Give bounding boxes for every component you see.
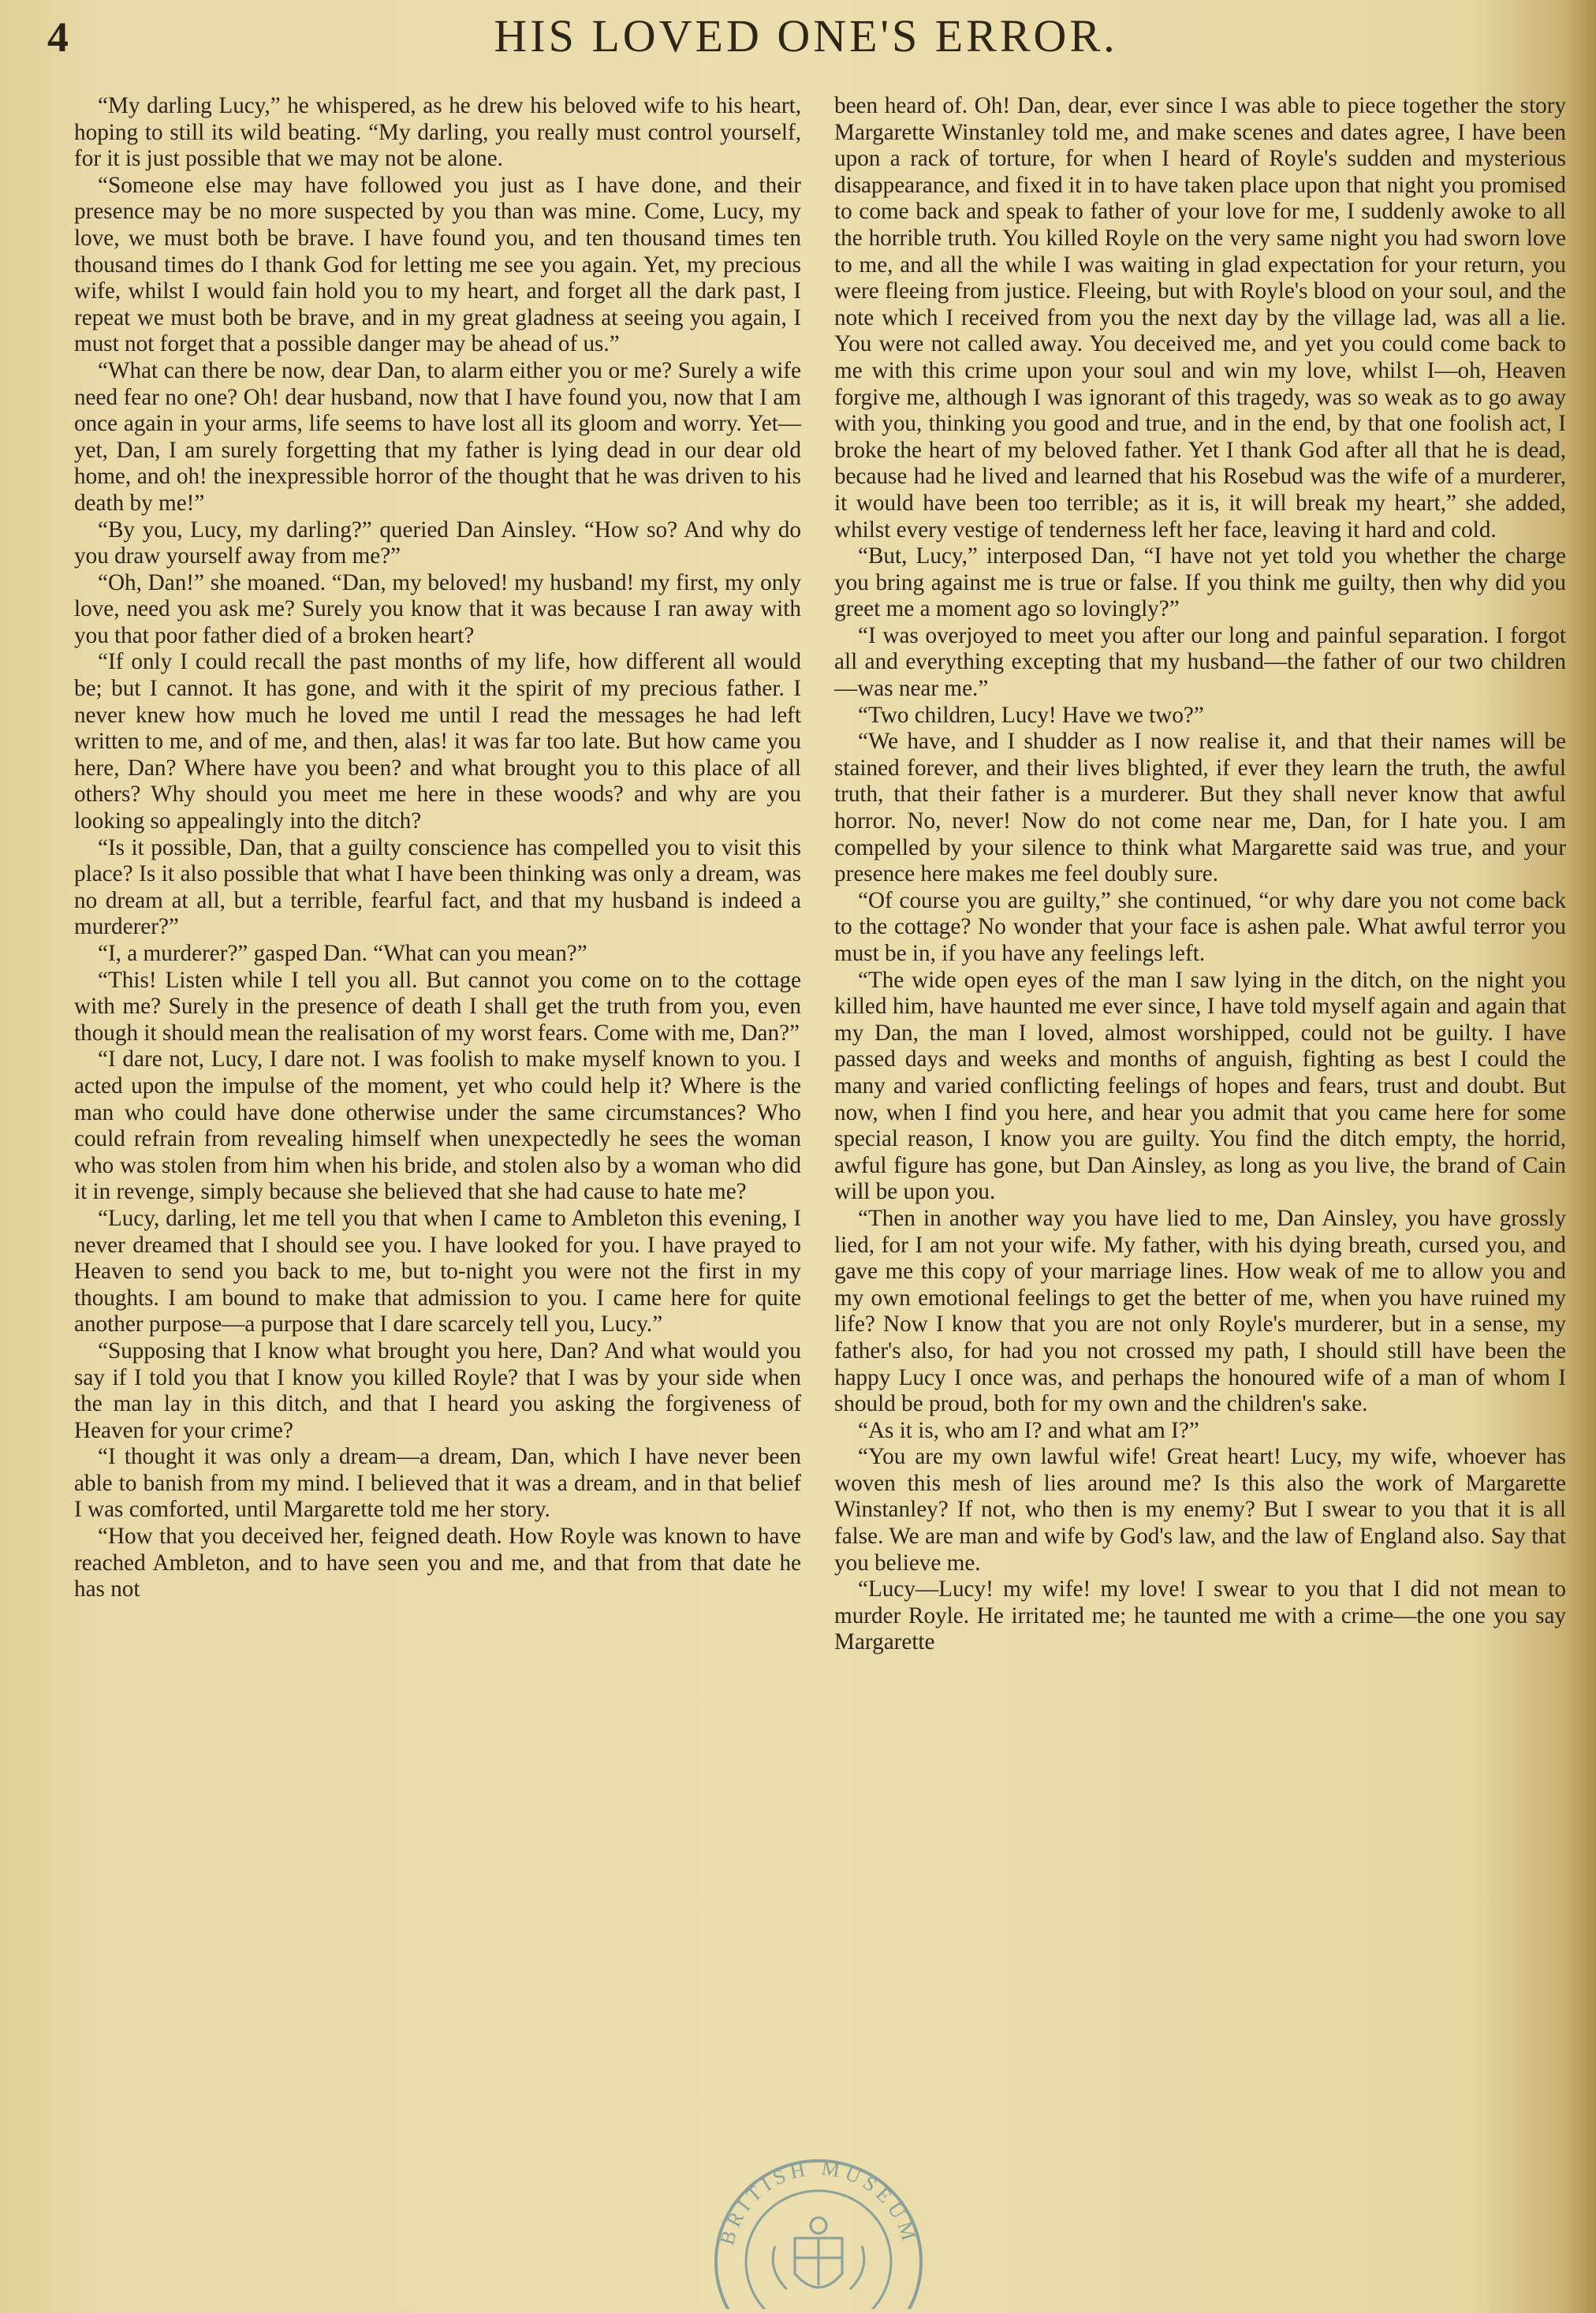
- left-column: [74, 93, 801, 1603]
- paragraph: “I dare not, Lucy, I dare not. I was foolish to make myself known to you. I acted upon the impulse of the moment, yet who could help it? Where is the man who could have done otherwise under the same circumstances? Who could refrain from revealing himself when unexpectedly he sees the woman who was stolen from him when his bride, and stolen also by a woman who did it in revenge, simply because she believed that she had cause to hate me?: [74, 1046, 801, 1205]
- paragraph: “But, Lucy,” interposed Dan, “I have not yet told you whether the charge you bring against me is true or false. If you think me guilty, then why did you greet me a moment ago so lovingly?”: [834, 543, 1566, 622]
- svg-text:BRITISH MUSEUM: BRITISH MUSEUM: [715, 2156, 923, 2248]
- paragraph: “Supposing that I know what brought you here, Dan? And what would you say if I told you that I know you killed Royle? that I was by your side when the man lay in this ditch, and that I heard you asking the forgiveness of Heaven for your crime?: [74, 1337, 801, 1443]
- paragraph: “Two children, Lucy! Have we two?”: [858, 702, 1204, 728]
- paragraph: “Lucy—Lucy! my wife! my love! I swear to you that I did not mean to murder Royle. He irritated me; he taunted me with a crime—the one you say Margarette: [834, 1576, 1566, 1655]
- paragraph: “As it is, who am I? and what am I?”: [858, 1417, 1199, 1443]
- paragraph: “The wide open eyes of the man I saw lying in the ditch, on the night you killed him, have haunted me ever since, I have told myself again and again that my Dan, the man I loved, almost worshipped, could not be guilty. I have passed days and weeks and months of anguish, fighting as best I could the many and varied conflicting feelings of hopes and fears, trust and doubt. But now, when I find you here, and hear you admit that you came here for some special reason, I know you are guilty. You find the ditch empty, the horrid, awful figure has gone, but Dan Ainsley, as long as you live, the brand of Cain will be upon you.: [834, 967, 1566, 1205]
- crest-icon: [773, 2218, 864, 2289]
- right-column: [834, 93, 1566, 1656]
- paragraph: “Then in another way you have lied to me, Dan Ainsley, you have grossly lied, for I am not your wife. My father, with his dying breath, cursed you, and gave me this copy of your marriage lines. How weak of me to allow you and my own emotional feelings to get the better of me, when you have ruined my life? Now I know that you are not only Royle's murderer, but in a sense, my father's also, for had you not crossed my path, I should still have been the happy Lucy I once was, and perhaps the honoured wife of a man of whom I should be proud, both for my own and the children's sake.: [834, 1205, 1566, 1417]
- paragraph: “Oh, Dan!” she moaned. “Dan, my beloved! my husband! my first, my only love, need you ask me? Surely you know that it was because I ran away with you that poor father died of a broken heart?: [74, 569, 801, 648]
- paragraph: “I was overjoyed to meet you after our long and painful separation. I forgot all and everything excepting that my husband—the father of our two children—was near me.”: [834, 622, 1566, 702]
- paragraph: “You are my own lawful wife! Great heart! Lucy, my wife, whoever has woven this mesh of lies around me? Is this also the work of Margarette Winstanley? If not, who then is my enemy? But I swear to you that it is all false. We are man and wife by God's law, and the law of England also. Say that you believe me.: [834, 1444, 1566, 1576]
- paragraph: “This! Listen while I tell you all. But cannot you come on to the cottage with me? Surely in the presence of death I shall get the truth from you, even though it should mean the realisation of my worst fears. Come with me, Dan?”: [74, 967, 801, 1046]
- page-header: [47, 6, 1564, 62]
- paragraph: “We have, and I shudder as I now realise it, and that their names will be stained forever, and their lives blighted, if ever they learn the truth, the awful truth, that their father is a murderer. But they shall never know that awful horror. No, never! Now do not come near me, Dan, for I hate you. I am compelled by your silence to think what Margarette said was true, and your presence here makes me feel doubly sure.: [834, 729, 1566, 887]
- paragraph: been heard of. Oh! Dan, dear, ever since I was able to piece together the story Margarette Winstanley told me, and make scenes and dates agree, I have been upon a rack of torture, for when I heard of Royle's sudden and mysterious disappearance, and fixed it in to have taken place upon that night you promised to come back and speak to father of your love for me, I suddenly awoke to all the horrible truth. You killed Royle on the very same night you had sworn love to me, and all the while I was waiting in glad expectation for your return, you were fleeing from justice. Fleeing, but with Royle's blood on your soul, and the note which I received from you the next day by the village lad, was all a lie. You were not called away. You deceived me, and yet you could come back to me with this crime upon your soul and win my love, whilst I—oh, Heaven forgive me, although I was ignorant of this tragedy, was so weak as to go away with you, thinking you good and true, and in the end, by that one foolish act, I broke the heart of my beloved father. Yet I thank God after all that he is dead, because had he lived and learned that his Rosebud was the wife of a murderer, it would have been too terrible; as it is, it will break my heart,” she added, whilst every vestige of tenderness left her face, leaving it hard and cold.: [834, 93, 1566, 543]
- paragraph: “How that you deceived her, feigned death. How Royle was known to have reached Ambleton, and to have seen you and me, and that from that date he has not: [74, 1524, 801, 1602]
- paragraph: “If only I could recall the past months of my life, how different all would be; but I cannot. It has gone, and with it the spirit of my precious father. I never knew how much he loved me until I read the messages he had left written to me, and of me, and then, alas! it was far too late. But how came you here, Dan? Where have you been? and what brought you to this place of all others? Why should you meet me here in these woods? and why are you looking so appealingly into the ditch?: [74, 649, 801, 834]
- running-title: HIS LOVED ONE'S ERROR.: [494, 10, 1118, 62]
- paragraph: “I, a murderer?” gasped Dan. “What can you mean?”: [98, 941, 587, 966]
- library-stamp: [700, 2143, 937, 2309]
- paragraph: “By you, Lucy, my darling?” queried Dan Ainsley. “How so? And why do you draw yourself away from me?”: [74, 517, 801, 569]
- paragraph: “Someone else may have followed you just as I have done, and their presence may be no more suspected by you than was mine. Come, Lucy, my love, we must both be brave. I have found you, and ten thousand times ten thousand times do I thank God for letting me see you again. Yet, my precious wife, whilst I would fain hold you to my heart, and forget all the dark past, I repeat we must both be brave, and in my great gladness at seeing you again, I must not forget that a possible danger may be ahead of us.”: [74, 172, 801, 357]
- paragraph: “Of course you are guilty,” she continued, “or why dare you not come back to the cottage? No wonder that your face is ashen pale. What awful terror you must be in, if you have any feelings left.: [834, 887, 1566, 966]
- page-number: 4: [47, 13, 69, 61]
- paragraph: “I thought it was only a dream—a dream, Dan, which I have never been able to banish from my mind. I believed that it was a dream, and in that belief I was comforted, until Margarette told me her story.: [74, 1444, 801, 1523]
- paragraph: “Is it possible, Dan, that a guilty conscience has compelled you to visit this place? Is it also possible that what I have been thinking was only a dream, was no dream at all, but a terrible, fearful fact, and that my husband is indeed a murderer?”: [74, 834, 801, 940]
- paragraph: “What can there be now, dear Dan, to alarm either you or me? Surely a wife need fear no one? Oh! dear husband, now that I have found you, now that I am once again in your arms, life seems to have lost all its gloom and worry. Yet—yet, Dan, I am surely forgetting that my father is lying dead in our dear old home, and oh! the inexpressible horror of the thought that he was driven to his death by me!”: [74, 357, 801, 516]
- paragraph: “Lucy, darling, let me tell you that when I came to Ambleton this evening, I never dreamed that I should see you. I have looked for you. I have prayed to Heaven to send you back to me, but to-night you were not the first in my thoughts. I am bound to make that admission to you. I came here for quite another purpose—a purpose that I dare scarcely tell you, Lucy.”: [74, 1205, 801, 1337]
- paragraph: “My darling Lucy,” he whispered, as he drew his beloved wife to his heart, hoping to still its wild beating. “My darling, you really must control yourself, for it is just possible that we may not be alone.: [74, 93, 801, 172]
